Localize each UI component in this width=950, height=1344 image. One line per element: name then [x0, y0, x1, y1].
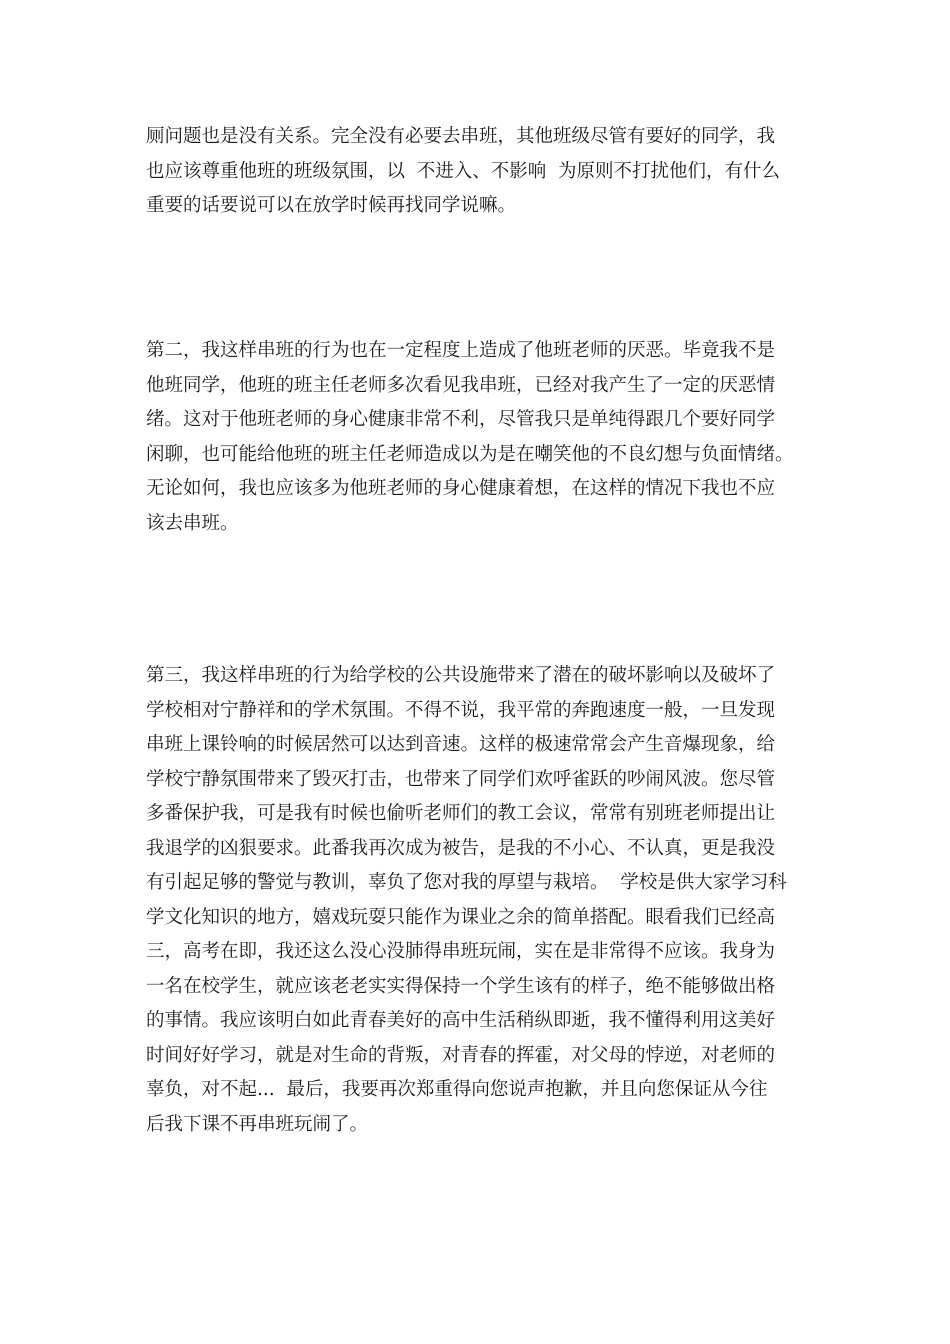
text-line: 三，高考在即，我还这么没心没肺得串班玩闹，实在是非常得不应该。我身为	[146, 941, 776, 962]
text-line: 绪。这对于他班老师的身心健康非常不利，尽管我只是单纯得跟几个要好同学	[146, 409, 776, 430]
paragraph-third-point	[146, 659, 816, 1142]
text-line: 串班上课铃响的时候居然可以达到音速。这样的极速常常会产生音爆现象，给	[146, 734, 776, 755]
text-line: 厕问题也是没有关系。完全没有必要去串班，其他班级尽管有要好的同学，我	[146, 126, 776, 147]
text-line: 闲聊，也可能给他班的班主任老师造成以为是在嘲笑他的不良幻想与负面情绪。	[146, 443, 794, 465]
text-line: 也应该尊重他班的班级氛围，以 不进入、不影响 为原则不打扰他们，有什么	[146, 160, 781, 182]
paragraph-continuation	[146, 120, 816, 224]
text-line: 辜负，对不起... 最后，我要再次郑重得向您说声抱歉，并且向您保证从今往	[146, 1079, 768, 1100]
text-line: 后我下课不再串班玩闹了。	[146, 1113, 369, 1135]
text-line: 的事情。我应该明白如此青春美好的高中生活稍纵即逝，我不懂得利用这美好	[146, 1010, 776, 1031]
text-line: 我退学的凶狠要求。此番我再次成为被告，是我的不小心、不认真，更是我没	[146, 837, 776, 859]
text-line: 学文化知识的地方，嬉戏玩耍只能作为课业之余的简单搭配。眼看我们已经高	[146, 906, 776, 928]
text-line: 第二，我这样串班的行为也在一定程度上造成了他班老师的厌恶。毕竟我不是	[146, 340, 776, 361]
text-line: 多番保护我，可是我有时候也偷听老师们的教工会议，常常有别班老师提出让	[146, 803, 776, 824]
text-line: 无论如何，我也应该多为他班老师的身心健康着想，在这样的情况下我也不应	[146, 478, 776, 499]
text-line: 学校相对宁静祥和的学术氛围。不得不说，我平常的奔跑速度一般，一旦发现	[146, 699, 776, 721]
text-line: 该去串班。	[146, 512, 239, 534]
text-line: 第三，我这样串班的行为给学校的公共设施带来了潜在的破坏影响以及破坏了	[146, 665, 776, 686]
paragraph-second-point	[146, 334, 816, 541]
text-line: 有引起足够的警觉与教训，辜负了您对我的厚望与栽培。 学校是供大家学习科	[146, 872, 787, 893]
text-line: 他班同学，他班的班主任老师多次看见我串班，已经对我产生了一定的厌恶情	[146, 374, 776, 396]
text-line: 时间好好学习，就是对生命的背叛，对青春的挥霍，对父母的悖逆，对老师的	[146, 1044, 776, 1066]
text-line: 一名在校学生，就应该老老实实得保持一个学生该有的样子，绝不能够做出格	[146, 975, 776, 997]
text-line: 重要的话要说可以在放学时候再找同学说嘛。	[146, 195, 517, 216]
text-line: 学校宁静氛围带来了毁灭打击，也带来了同学们欢呼雀跃的吵闹风波。您尽管	[146, 768, 776, 790]
